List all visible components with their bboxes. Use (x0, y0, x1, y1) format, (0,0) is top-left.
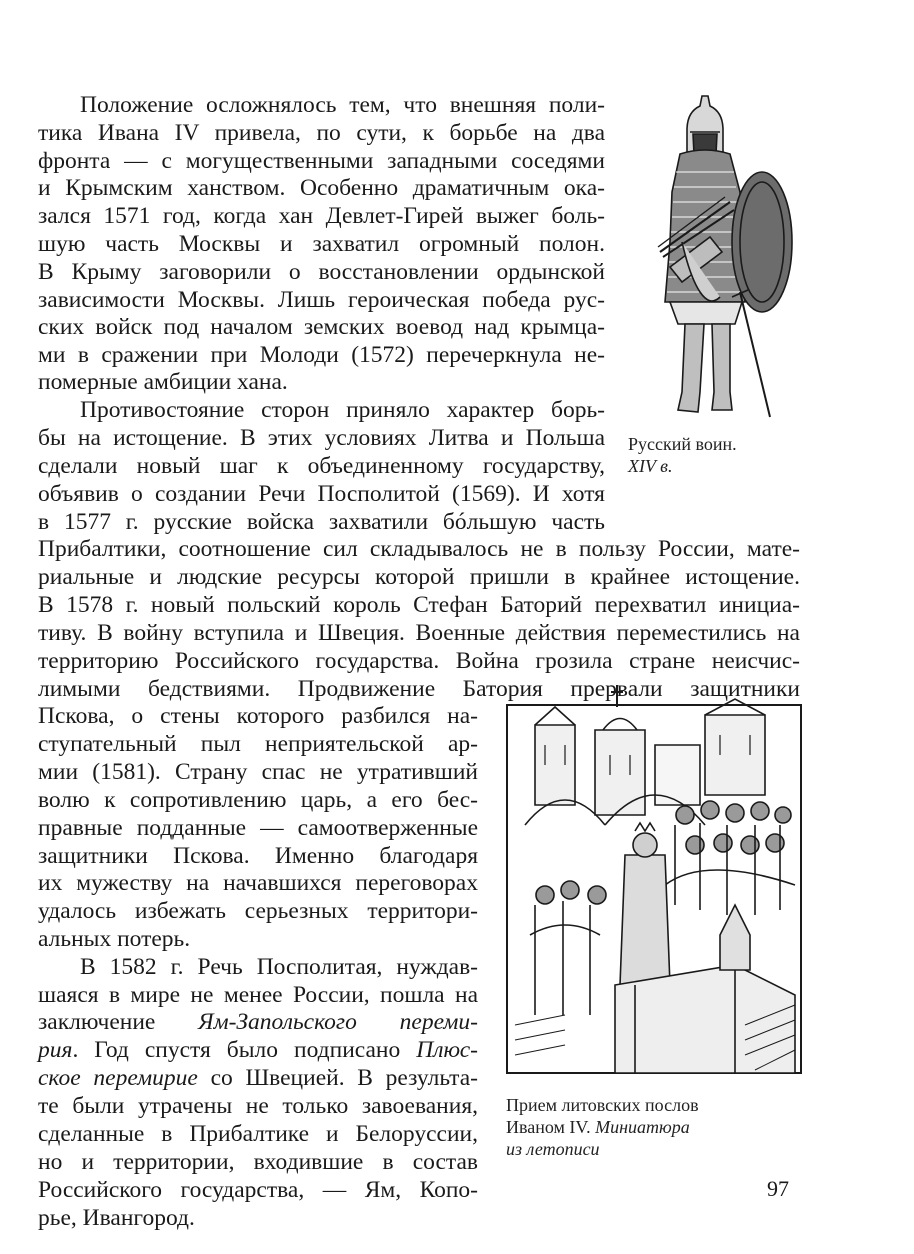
text-segment: в 1577 г. русские войска захватили бóльшую часть (38, 509, 605, 535)
text-line (38, 843, 478, 870)
text-line (38, 1065, 478, 1092)
text-segment: ских войск под началом земских воевод над крымца- (38, 314, 605, 340)
text-segment: ступательный пыл неприятельской ар- (38, 731, 478, 757)
text-segment: волю к сопротивлению царь, а его бес- (38, 787, 478, 813)
text-segment: В 1582 г. Речь Посполитая, нуждав- (80, 954, 478, 980)
text-segment: шаяся в мире не менее России, пошла на (38, 982, 478, 1008)
text-line (38, 898, 478, 925)
text-segment: Положение осложнялось тем, что внешняя поли- (80, 92, 605, 118)
text-line (38, 648, 800, 675)
text-line (38, 453, 605, 480)
text-segment: рия (38, 1037, 73, 1063)
miniature-caption-line-1: Прием литовских послов (506, 1095, 699, 1115)
text-line (38, 231, 605, 258)
text-segment: объявив о создании Речи Посполитой (1569). И хотя (38, 481, 605, 507)
miniature-caption-line-2 (506, 1116, 690, 1138)
text-segment: альных потерь. (38, 926, 191, 952)
text-line (38, 287, 605, 314)
text-line (38, 870, 478, 897)
text-line (38, 203, 605, 230)
text-line (38, 731, 478, 758)
text-line (38, 1009, 478, 1036)
text-segment: Ям-Запольского переми- (198, 1009, 478, 1035)
text-line (80, 397, 605, 424)
text-line (38, 982, 478, 1009)
text-line (80, 954, 478, 981)
text-line (38, 509, 605, 536)
miniature-caption-line-3: из летописи (506, 1139, 600, 1159)
text-segment: тиву. В войну вступила и Швеция. Военные действия переместились на (38, 620, 800, 646)
text-segment: правные подданные — самоотверженные (38, 815, 478, 841)
warrior-caption-line-2: XIV в. (628, 456, 673, 476)
text-line (38, 1037, 478, 1064)
text-segment: Противостояние сторон приняло характер борь- (80, 397, 605, 423)
text-segment: их мужеству на начавшихся переговорах (38, 870, 478, 896)
text-segment: те были утрачены не только завоевания, (38, 1093, 478, 1119)
text-line (38, 536, 800, 563)
text-segment: померные амбиции хана. (38, 369, 288, 395)
text-segment: но и территории, входившие в состав (38, 1149, 478, 1175)
text-line (38, 1205, 478, 1232)
text-segment: шую часть Москвы и захватил огромный полон. (38, 231, 605, 257)
text-segment: ми в сражении при Молоди (1572) перечеркнула не- (38, 342, 605, 368)
page-number: 97 (767, 1176, 789, 1201)
text-segment: В Крыму заговорили о восстановлении ордынской (38, 259, 605, 285)
text-segment: мии (1581). Страну спас не утративший (38, 759, 478, 785)
text-line (38, 815, 478, 842)
text-line (38, 1149, 478, 1176)
text-line (38, 1093, 478, 1120)
text-segment: защитники Пскова. Именно благодаря (38, 843, 478, 869)
text-segment: сделанные в Прибалтике и Белоруссии, (38, 1121, 478, 1147)
text-segment: со Швецией. В результа- (197, 1065, 478, 1091)
text-line (38, 175, 605, 202)
text-segment: тика Ивана IV привела, по сути, к борьбе на два (38, 120, 605, 146)
text-segment: Российского государства, — Ям, Копо- (38, 1177, 478, 1203)
text-line (38, 120, 605, 147)
text-segment: зался 1571 год, когда хан Девлет-Гирей выжег боль- (38, 203, 605, 229)
miniature-caption-type: Миниатюра (595, 1117, 690, 1137)
text-segment: В 1578 г. новый польский король Стефан Баторий перехватил инициа- (38, 592, 800, 618)
text-segment: удалось избежать серьезных территори- (38, 898, 478, 924)
miniature-illustration (505, 685, 805, 1077)
text-segment: лимыми бедствиями. Продвижение Батория прервали защитники (38, 676, 800, 702)
text-segment: сделали новый шаг к объединенному государству, (38, 453, 605, 479)
text-line (38, 314, 605, 341)
text-line (38, 926, 478, 953)
text-segment: ское перемирие (38, 1065, 198, 1091)
text-segment: бы на истощение. В этих условиях Литва и Польша (38, 425, 605, 451)
text-line (38, 425, 605, 452)
text-line (80, 92, 605, 119)
warrior-caption-line-1: Русский воин. (628, 434, 737, 454)
text-segment: фронта — с могущественными западными соседями (38, 148, 605, 174)
text-segment: Прибалтики, соотношение сил складывалось не в пользу России, мате- (38, 536, 800, 562)
text-segment: заключение (38, 1009, 199, 1035)
warrior-illustration (630, 92, 805, 427)
text-line (38, 1177, 478, 1204)
miniature-caption-author: Иваном IV. (506, 1117, 596, 1137)
text-line (38, 759, 478, 786)
text-line (38, 787, 478, 814)
text-line (38, 481, 605, 508)
text-line (38, 369, 605, 396)
text-line (38, 564, 800, 591)
text-segment: территорию Российского государства. Война грозила стране неисчис- (38, 648, 800, 674)
text-line (38, 259, 605, 286)
text-segment: зависимости Москвы. Лишь героическая победа рус- (38, 287, 605, 313)
text-line (38, 703, 478, 730)
text-segment: риальные и людские ресурсы которой пришли в крайнее истощение. (38, 564, 800, 590)
text-segment: рье, Ивангород. (38, 1205, 195, 1231)
text-line (38, 342, 605, 369)
text-segment: . Год спустя было подписано (72, 1037, 417, 1063)
text-segment: и Крымским ханством. Особенно драматичным ока- (38, 175, 605, 201)
text-line (38, 148, 605, 175)
text-line (38, 620, 800, 647)
text-line (38, 592, 800, 619)
text-segment: Плюс- (416, 1037, 478, 1063)
text-segment: Пскова, о стены которого разбился на- (38, 703, 478, 729)
text-line (38, 1121, 478, 1148)
